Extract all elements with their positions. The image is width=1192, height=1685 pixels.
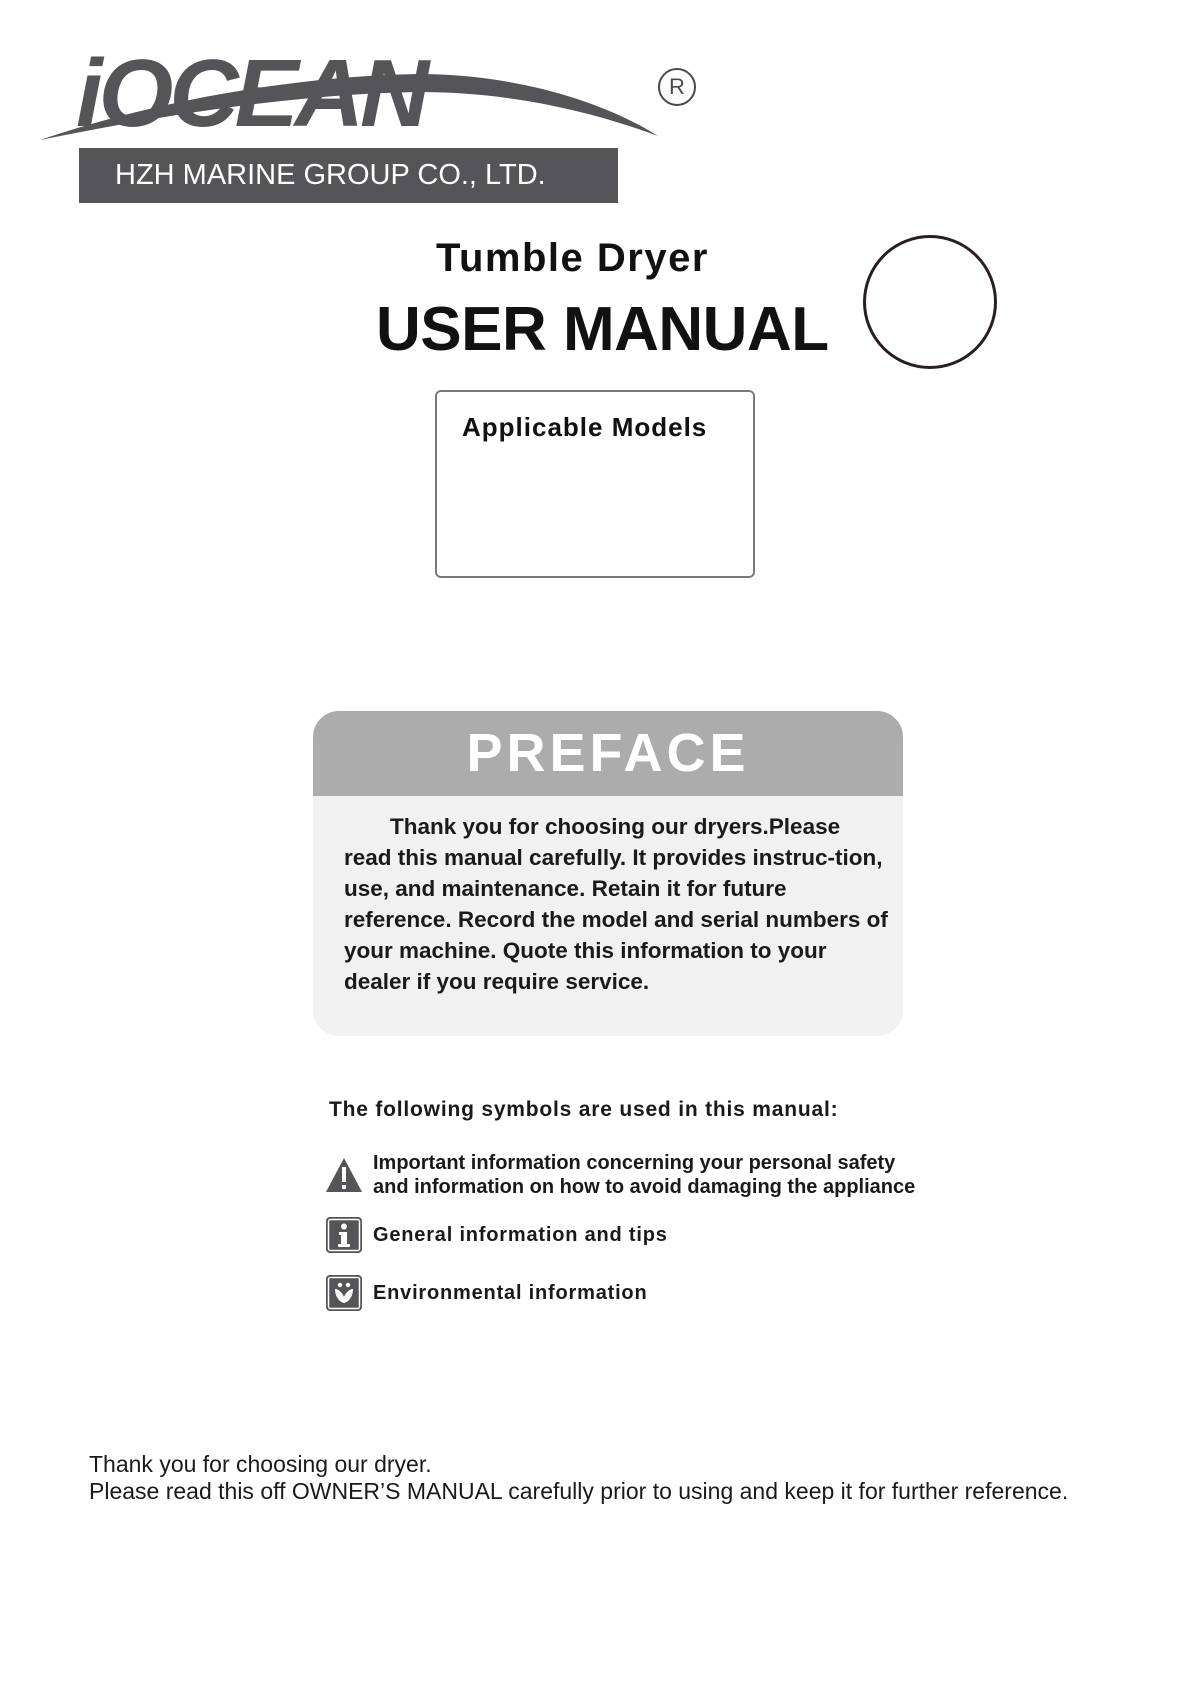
registered-mark-icon <box>658 68 696 106</box>
footer-line-2: Please read this off OWNER’S MANUAL carefully prior to using and keep it for further reference. <box>89 1478 1069 1504</box>
safety-line-2: and information on how to avoid damaging the appliance <box>373 1176 916 1198</box>
footer-line-1: Thank you for choosing our dryer. <box>89 1451 432 1477</box>
preface-text: Thank you for choosing our dryers.Please read this manual carefully. It provides instruc-tion, use, and maintenance. Retain it for future reference. Record the model and serial numbers of your machine. Quote this information to your dealer if you require service. <box>344 814 888 994</box>
iocean-wordmark-logo <box>38 40 658 150</box>
warning-triangle-icon <box>325 1156 363 1194</box>
preface-panel <box>313 711 903 1036</box>
applicable-models-label: Applicable Models <box>462 412 708 442</box>
safety-line-1: Important information concerning your personal safety <box>373 1152 896 1174</box>
applicable-models-box <box>435 390 755 578</box>
model-circle-blank <box>863 235 997 369</box>
preface-title: PREFACE <box>313 711 903 796</box>
logo-lettering: iOCEAN <box>76 40 426 147</box>
info-icon <box>325 1216 363 1254</box>
safety-description <box>373 1151 915 1199</box>
environment-icon <box>325 1274 363 1312</box>
company-name: HZH MARINE GROUP CO., LTD. <box>115 159 546 191</box>
environment-description: Environmental information <box>373 1282 648 1304</box>
symbols-heading: The following symbols are used in this manual: <box>329 1098 839 1121</box>
registered-mark-letter: R <box>669 74 685 99</box>
manual-title: USER MANUAL <box>376 295 829 364</box>
brand-logo <box>38 40 698 205</box>
company-name-band <box>79 148 618 203</box>
tips-description: General information and tips <box>373 1224 668 1246</box>
footer-note <box>89 1451 1068 1505</box>
legend-item-safety <box>325 1151 915 1199</box>
legend-item-environment <box>325 1274 647 1312</box>
legend-item-tips <box>325 1216 668 1254</box>
product-title: Tumble Dryer <box>436 236 709 280</box>
